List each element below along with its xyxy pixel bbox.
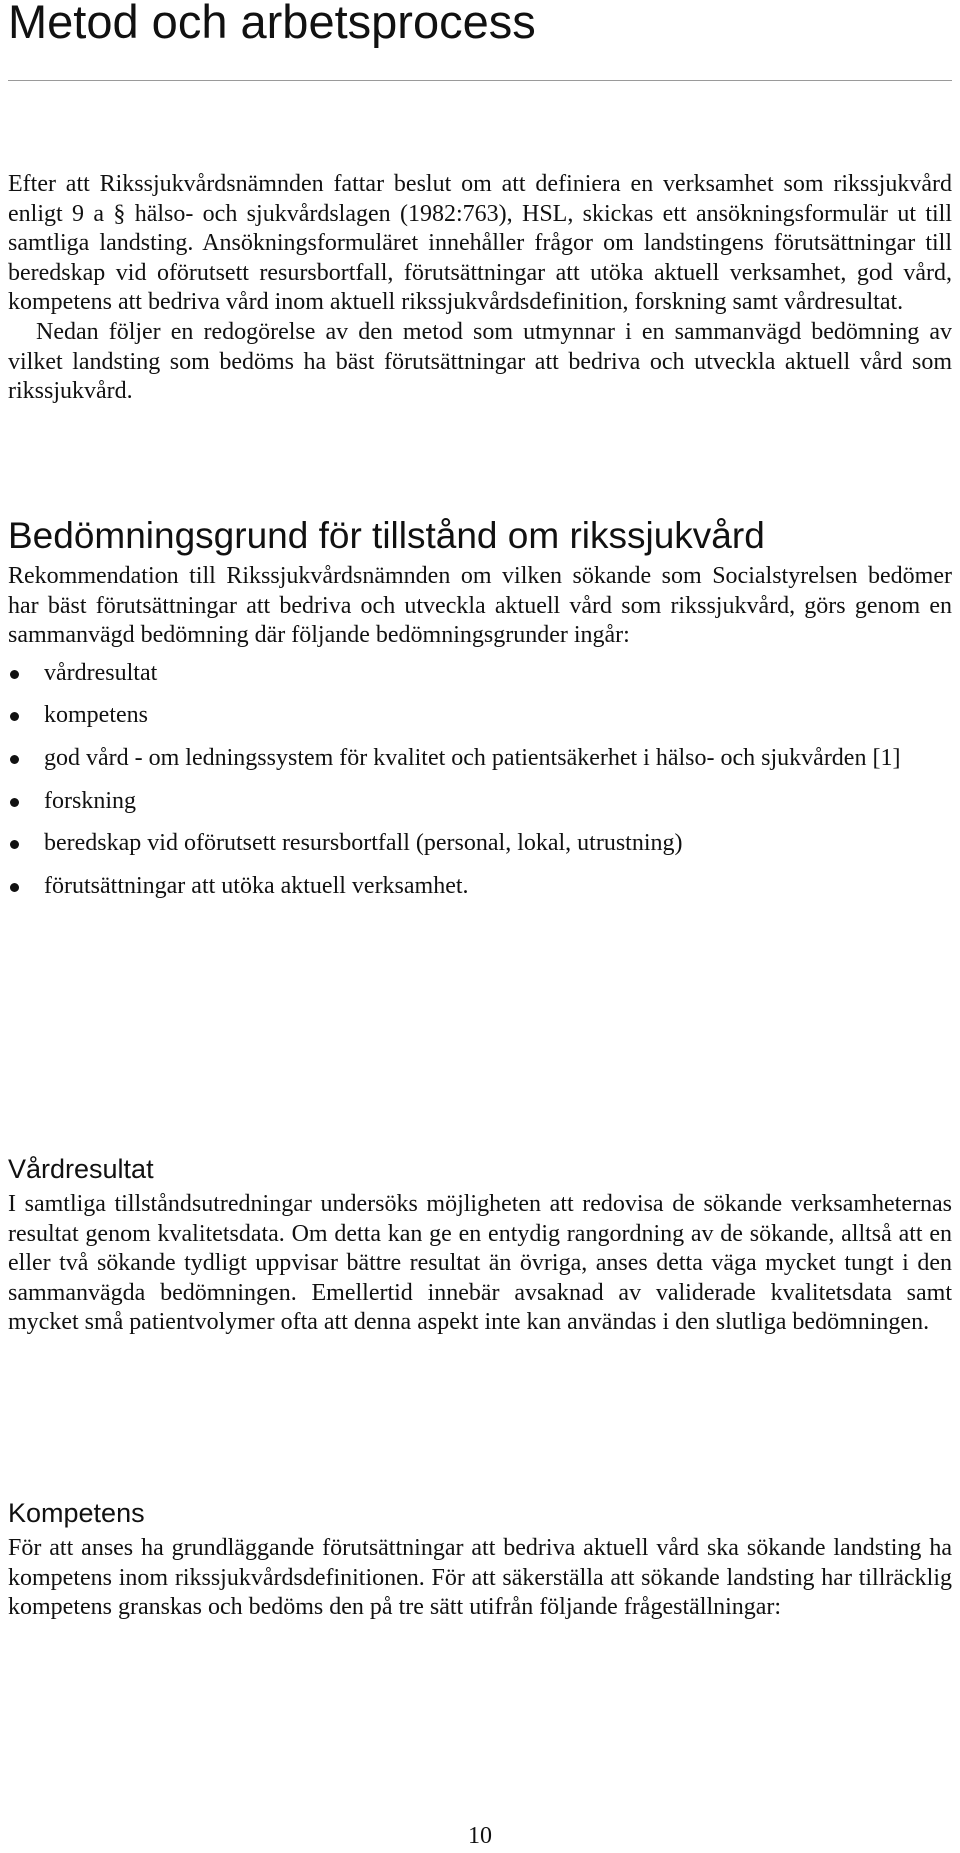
bullet-icon xyxy=(10,798,19,807)
list-item-text: god vård - om ledningssystem för kvalitet och patientsäkerhet i hälso- och sjukvården [1] xyxy=(44,744,901,771)
care-results-heading: Vårdresultat xyxy=(8,1154,154,1184)
bullet-icon xyxy=(10,712,19,721)
assessment-criteria-list xyxy=(8,659,952,902)
list-item-text: förutsättningar att utöka aktuell verksamhet. xyxy=(44,872,469,899)
bullet-icon xyxy=(10,840,19,849)
document-page xyxy=(8,0,952,1853)
list-item-text: beredskap vid oförutsett resursbortfall (personal, lokal, utrustning) xyxy=(44,830,683,857)
list-item xyxy=(8,872,952,902)
page-number: 10 xyxy=(468,1823,492,1849)
bullet-icon xyxy=(10,670,19,679)
bullet-icon xyxy=(10,755,19,764)
list-item-text: forskning xyxy=(44,787,136,814)
competence-section xyxy=(8,1496,952,1623)
bullet-icon xyxy=(10,883,19,892)
intro-section xyxy=(8,170,952,407)
list-item-text: kompetens xyxy=(44,702,148,729)
competence-heading: Kompetens xyxy=(8,1498,145,1528)
list-item xyxy=(8,659,952,689)
list-item-text: vårdresultat xyxy=(44,659,158,686)
assessment-paragraph: Rekommendation till Rikssjukvårdsnämnden om vilken sökande som Socialstyrelsen bedömer har bäst förutsättningar att bedriva och utveckla aktuell vård som rikssjukvård, görs genom en sammanvägd bedömning där följande bedömningsgrunder ingår: xyxy=(8,563,952,649)
care-results-paragraph: I samtliga tillståndsutredningar undersöks möjligheten att redovisa de sökande verksamheternas resultat genom kvalitetsdata. Om detta kan ge en entydig rangordning av de sökande, alltså att en eller två sökande tydligt uppvisar bättre resultat än övriga, anses detta väga mycket tungt i den sammanvägda bedömningen. Emellertid innebär avsaknad av validerade kvalitetsdata samt mycket små patientvolymer ofta att denna aspekt inte kan användas i den slutliga bedömningen. xyxy=(8,1191,952,1336)
list-item xyxy=(8,829,952,859)
care-results-section xyxy=(8,1152,952,1338)
intro-paragraph-1: Efter att Rikssjukvårdsnämnden fattar beslut om att definiera en verksamhet som rikssjukvård enligt 9 a § hälso- och sjukvårdslagen (1982:763), HSL, skickas ett ansökningsformulär ut till samtliga landsting. Ansökningsformuläret innehåller frågor om landstingens förutsättningar till beredskap vid oförutsett resursbortfall, förutsättningar att utöka aktuell verksamhet, god vård, kompetens att bedriva vård inom aktuell rikssjukvårdsdefinition, forskning samt vårdresultat. xyxy=(8,171,952,316)
list-item xyxy=(8,701,952,731)
assessment-section xyxy=(8,514,952,914)
page-title: Metod och arbetsprocess xyxy=(8,0,536,48)
competence-paragraph: För att anses ha grundläggande förutsättningar att bedriva aktuell vård ska sökande landsting ha kompetens inom rikssjukvårdsdefinitionen. För att säkerställa att sökande landsting har tillräcklig kompetens granskas och bedöms den på tre sätt utifrån följande frågeställningar: xyxy=(8,1535,952,1621)
list-item xyxy=(8,744,952,774)
list-item xyxy=(8,787,952,817)
intro-paragraph-2: Nedan följer en redogörelse av den metod som utmynnar i en sammanvägd bedömning av vilket landsting som bedöms ha bäst förutsättningar att bedriva och utveckla aktuell vård som rikssjukvård. xyxy=(8,318,952,405)
assessment-heading: Bedömningsgrund för tillstånd om rikssjukvård xyxy=(8,515,765,556)
title-divider xyxy=(8,80,952,81)
